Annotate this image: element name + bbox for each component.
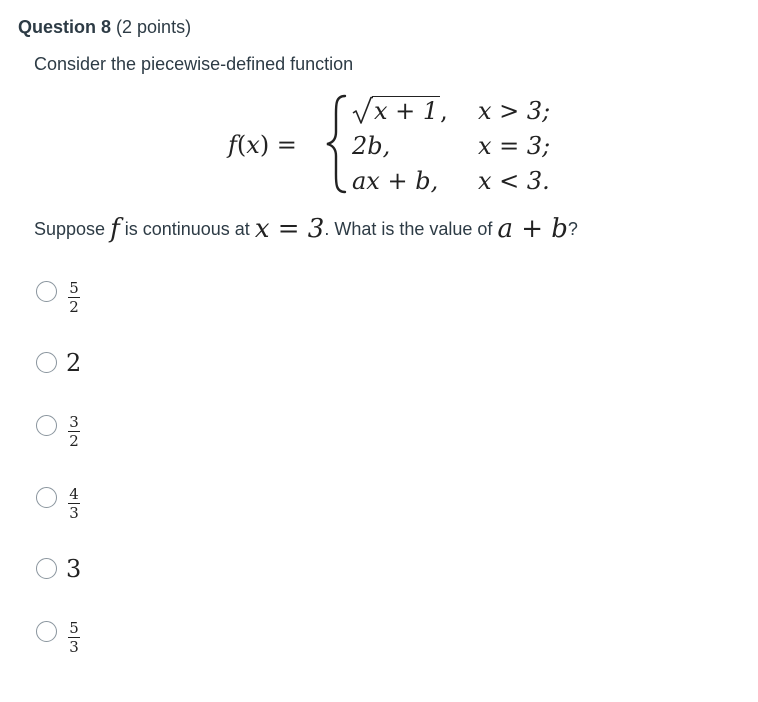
radical-sign-icon [352, 96, 373, 126]
answer-option-4[interactable] [36, 484, 236, 528]
question-header [18, 14, 191, 40]
question-title: Question 8 [18, 17, 112, 37]
option-1-denominator: 2 [69, 298, 79, 316]
case-1-comma: , [440, 97, 448, 125]
case-2-expression: 2b, [352, 132, 391, 160]
prompt-text-3: . What is the value of [324, 219, 493, 239]
radio-button-option-4[interactable] [36, 487, 57, 508]
option-4-numerator: 4 [69, 485, 79, 503]
function-lhs: f(x) = [228, 131, 297, 159]
square-root [352, 96, 440, 126]
answer-option-6[interactable] [36, 618, 236, 662]
option-3-fraction [68, 414, 80, 449]
option-3-numerator: 3 [69, 413, 79, 431]
prompt-math-f: f [110, 214, 120, 244]
question-points: (2 points) [116, 17, 192, 37]
case-2-condition: x = 3; [478, 132, 551, 160]
case-3-expression: ax + b, [352, 167, 439, 195]
option-6-fraction [68, 620, 80, 655]
option-5-value: 3 [66, 555, 82, 583]
radio-button-option-3[interactable] [36, 415, 57, 436]
answer-option-1[interactable] [36, 278, 236, 322]
case-1-radicand: x + 1 [374, 97, 439, 125]
prompt-math-condition: x = 3 [254, 214, 325, 244]
left-brace [325, 92, 351, 196]
option-1-fraction [68, 280, 80, 315]
case-1-condition: x > 3; [478, 97, 551, 125]
question-intro: Consider the piecewise-defined function [34, 54, 354, 74]
radio-button-option-5[interactable] [36, 558, 57, 579]
option-6-numerator: 5 [69, 619, 79, 637]
prompt-text-end: ? [567, 219, 578, 239]
answer-option-3[interactable] [36, 412, 236, 456]
option-4-fraction [68, 486, 80, 521]
option-3-denominator: 2 [69, 432, 79, 450]
question-prompt [34, 213, 578, 245]
prompt-text-2: is continuous at [124, 219, 250, 239]
option-1-numerator: 5 [69, 279, 79, 297]
answer-option-2[interactable] [36, 348, 236, 392]
piecewise-function [228, 92, 568, 196]
answer-option-5[interactable] [36, 554, 236, 598]
prompt-math-target: a + b [497, 214, 568, 244]
option-2-value: 2 [66, 349, 82, 377]
prompt-text-1: Suppose [34, 219, 106, 239]
option-6-denominator: 3 [69, 638, 79, 656]
radio-button-option-2[interactable] [36, 352, 57, 373]
radio-button-option-6[interactable] [36, 621, 57, 642]
case-1-expression [352, 96, 448, 126]
radio-button-option-1[interactable] [36, 281, 57, 302]
option-4-denominator: 3 [69, 504, 79, 522]
case-3-condition: x < 3. [478, 167, 550, 195]
